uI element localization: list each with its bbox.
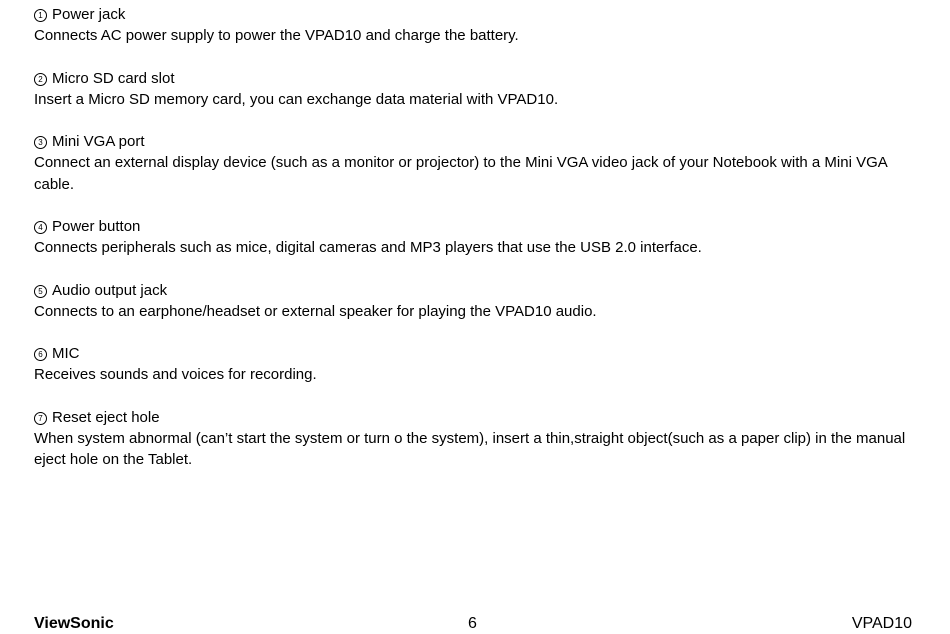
circled-number-icon: 6 xyxy=(34,348,47,361)
circled-number-icon: 5 xyxy=(34,285,47,298)
circled-number-icon: 2 xyxy=(34,73,47,86)
item-description: Insert a Micro SD memory card, you can exchange data material with VPAD10. xyxy=(34,90,559,108)
item-title: Micro SD card slot xyxy=(52,69,175,87)
item-description: Connects AC power supply to power the VPAD10 and charge the battery. xyxy=(34,27,519,45)
circled-number-icon: 3 xyxy=(34,136,47,149)
item-description: When system abnormal (can’t start the system or turn o the system), insert a thin,straight object(such as a paper clip) in the manual eject hole on the Tablet. xyxy=(34,429,906,469)
page-footer xyxy=(34,614,912,634)
circled-number-icon: 7 xyxy=(34,412,47,425)
list-item-power-button xyxy=(34,216,919,258)
page-number: 6 xyxy=(468,615,477,632)
item-title: Reset eject hole xyxy=(52,408,160,426)
footer-brand: ViewSonic xyxy=(34,615,114,632)
list-item-mic xyxy=(34,343,919,385)
item-heading xyxy=(34,216,919,237)
item-description: Connects peripherals such as mice, digital cameras and MP3 players that use the USB 2.0 interface. xyxy=(34,239,702,257)
item-title: Power button xyxy=(52,217,141,235)
item-description: Receives sounds and voices for recording. xyxy=(34,366,317,384)
list-item-reset-eject-hole xyxy=(34,407,919,471)
item-heading xyxy=(34,131,919,152)
item-description: Connect an external display device (such as a monitor or projector) to the Mini VGA video jack of your Notebook with a Mini VGA cable. xyxy=(34,154,887,193)
list-item-micro-sd-slot xyxy=(34,68,919,110)
list-item-audio-output-jack xyxy=(34,280,919,322)
item-title: Power jack xyxy=(52,6,126,23)
item-title: MIC xyxy=(52,345,80,363)
circled-number-icon: 4 xyxy=(34,221,47,234)
circled-number-icon: 1 xyxy=(34,9,47,22)
list-item-power-jack xyxy=(34,4,919,46)
item-heading xyxy=(34,4,919,25)
item-heading xyxy=(34,343,919,364)
item-title: Mini VGA port xyxy=(52,133,145,151)
item-heading xyxy=(34,407,919,428)
item-title: Audio output jack xyxy=(52,281,168,299)
item-heading xyxy=(34,280,919,301)
footer-model: VPAD10 xyxy=(851,615,912,632)
list-item-mini-vga-port xyxy=(34,131,919,195)
item-heading xyxy=(34,68,919,89)
item-description: Connects to an earphone/headset or external speaker for playing the VPAD10 audio. xyxy=(34,302,597,320)
document-body xyxy=(34,4,919,492)
